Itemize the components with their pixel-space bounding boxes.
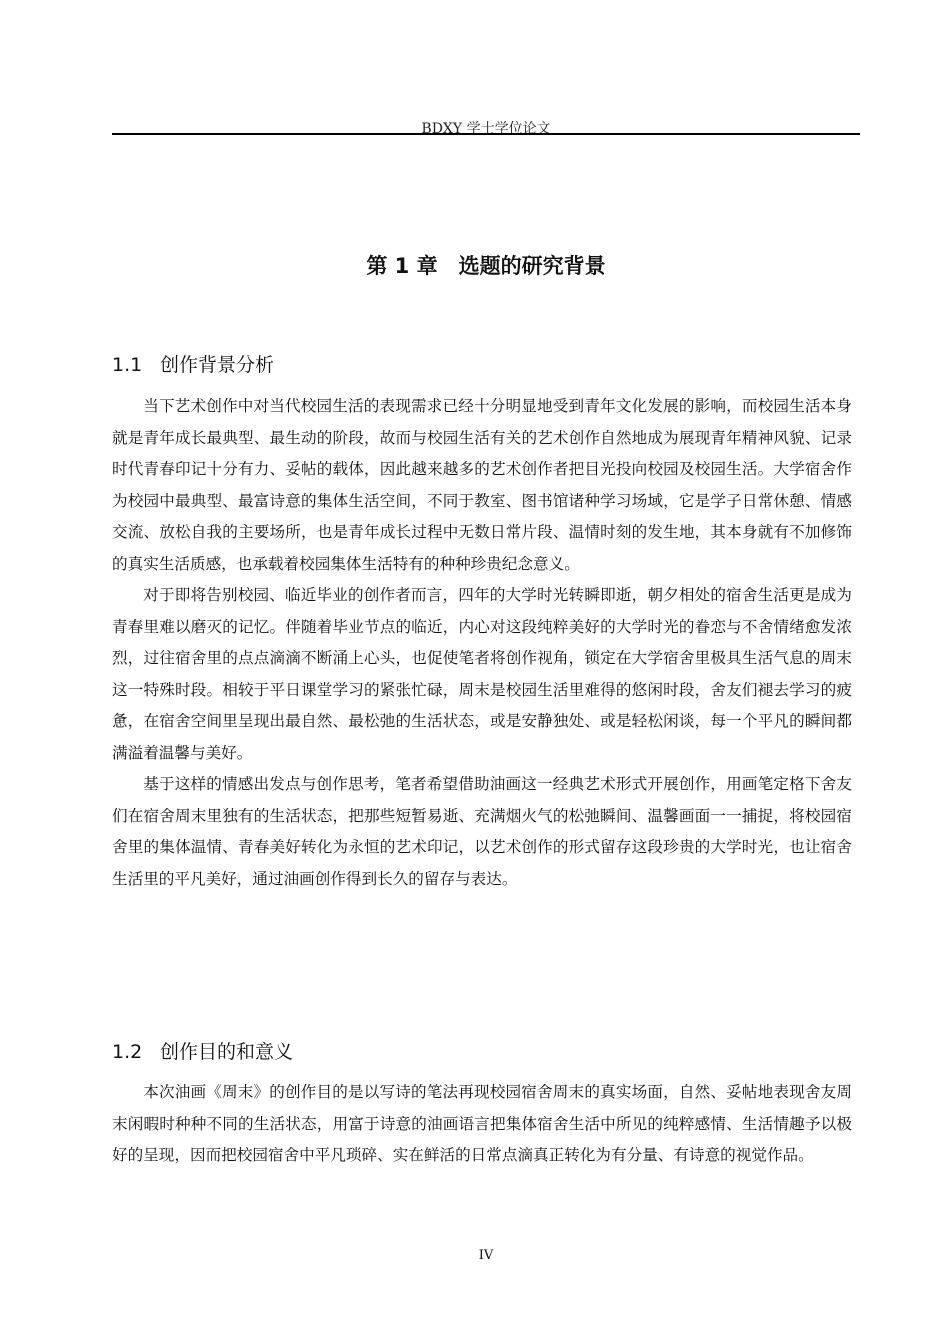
paragraph: 当下艺术创作中对当代校园生活的表现需求已经十分明显地受到青年文化发展的影响，而校园生活本身就是青年成长最典型、最生动的阶段，故而与校园生活有关的艺术创作自然地成为展现青年精神风貌、记录时代青春印记十分有力、妥帖的载体，因此越来越多的艺术创作者把目光投向校园及校园生活。大学宿舍作为校园中最典型、最富诗意的集体生活空间，不同于教室、图书馆诸种学习场域，它是学子日常休憩、情感交流、放松自我的主要场所，也是青年成长过程中无数日常片段、温情时刻的发生地，其本身就有不加修饰的真实生活质感，也承载着校园集体生活特有的种种珍贵纪念意义。	[112, 397, 852, 573]
paragraph: 本次油画《周末》的创作目的是以写诗的笔法再现校园宿舍周末的真实场面，自然、妥帖地表现舍友周末闲暇时种种不同的生活状态，用富于诗意的油画语言把集体宿舍生活中所见的纯粹感情、生活情趣予以极好的呈现，因而把校园宿舍中平凡琐碎、实在鲜活的日常点滴真正转化为有分量、有诗意的视觉作品。	[112, 1083, 852, 1164]
section-heading-1-2	[112, 1037, 293, 1064]
paragraph: 基于这样的情感出发点与创作思考，笔者希望借助油画这一经典艺术形式开展创作，用画笔定格下舍友们在宿舍周末里独有的生活状态，把那些短暂易逝、充满烟火气的松弛瞬间、温馨画面一一捕捉，将校园宿舍里的集体温情、青春美好转化为永恒的艺术印记，以艺术创作的形式留存这段珍贵的大学时光，也让宿舍生活里的平凡美好，通过油画创作得到长久的留存与表达。	[112, 775, 852, 888]
header-rule	[112, 133, 860, 135]
section-body-1-1	[112, 391, 852, 895]
section-heading-1-1	[112, 350, 274, 377]
section-title: 创作目的和意义	[160, 1041, 294, 1063]
page-number: IV	[478, 1248, 494, 1263]
section-number: 1.2	[112, 1041, 143, 1063]
paragraph: 对于即将告别校园、临近毕业的创作者而言，四年的大学时光转瞬即逝，朝夕相处的宿舍生活更是成为青春里难以磨灭的记忆。伴随着毕业节点的临近，内心对这段纯粹美好的大学时光的眷恋与不舍情绪愈发浓烈，过往宿舍里的点点滴滴不断涌上心头，也促使笔者将创作视角，锁定在大学宿舍里极具生活气息的周末这一特殊时段。相较于平日课堂学习的紧张忙碌，周末是校园生活里难得的悠闲时段，舍友们褪去学习的疲惫，在宿舍空间里呈现出最自然、最松弛的生活状态，或是安静独处、或是轻松闲谈，每一个平凡的瞬间都满溢着温馨与美好。	[112, 586, 852, 762]
running-header: BDXY 学士学位论文	[421, 121, 551, 137]
section-title: 创作背景分析	[160, 354, 275, 376]
section-body-1-2	[112, 1077, 852, 1172]
section-number: 1.1	[112, 354, 143, 376]
chapter-title: 第 1 章 选题的研究背景	[366, 254, 606, 278]
